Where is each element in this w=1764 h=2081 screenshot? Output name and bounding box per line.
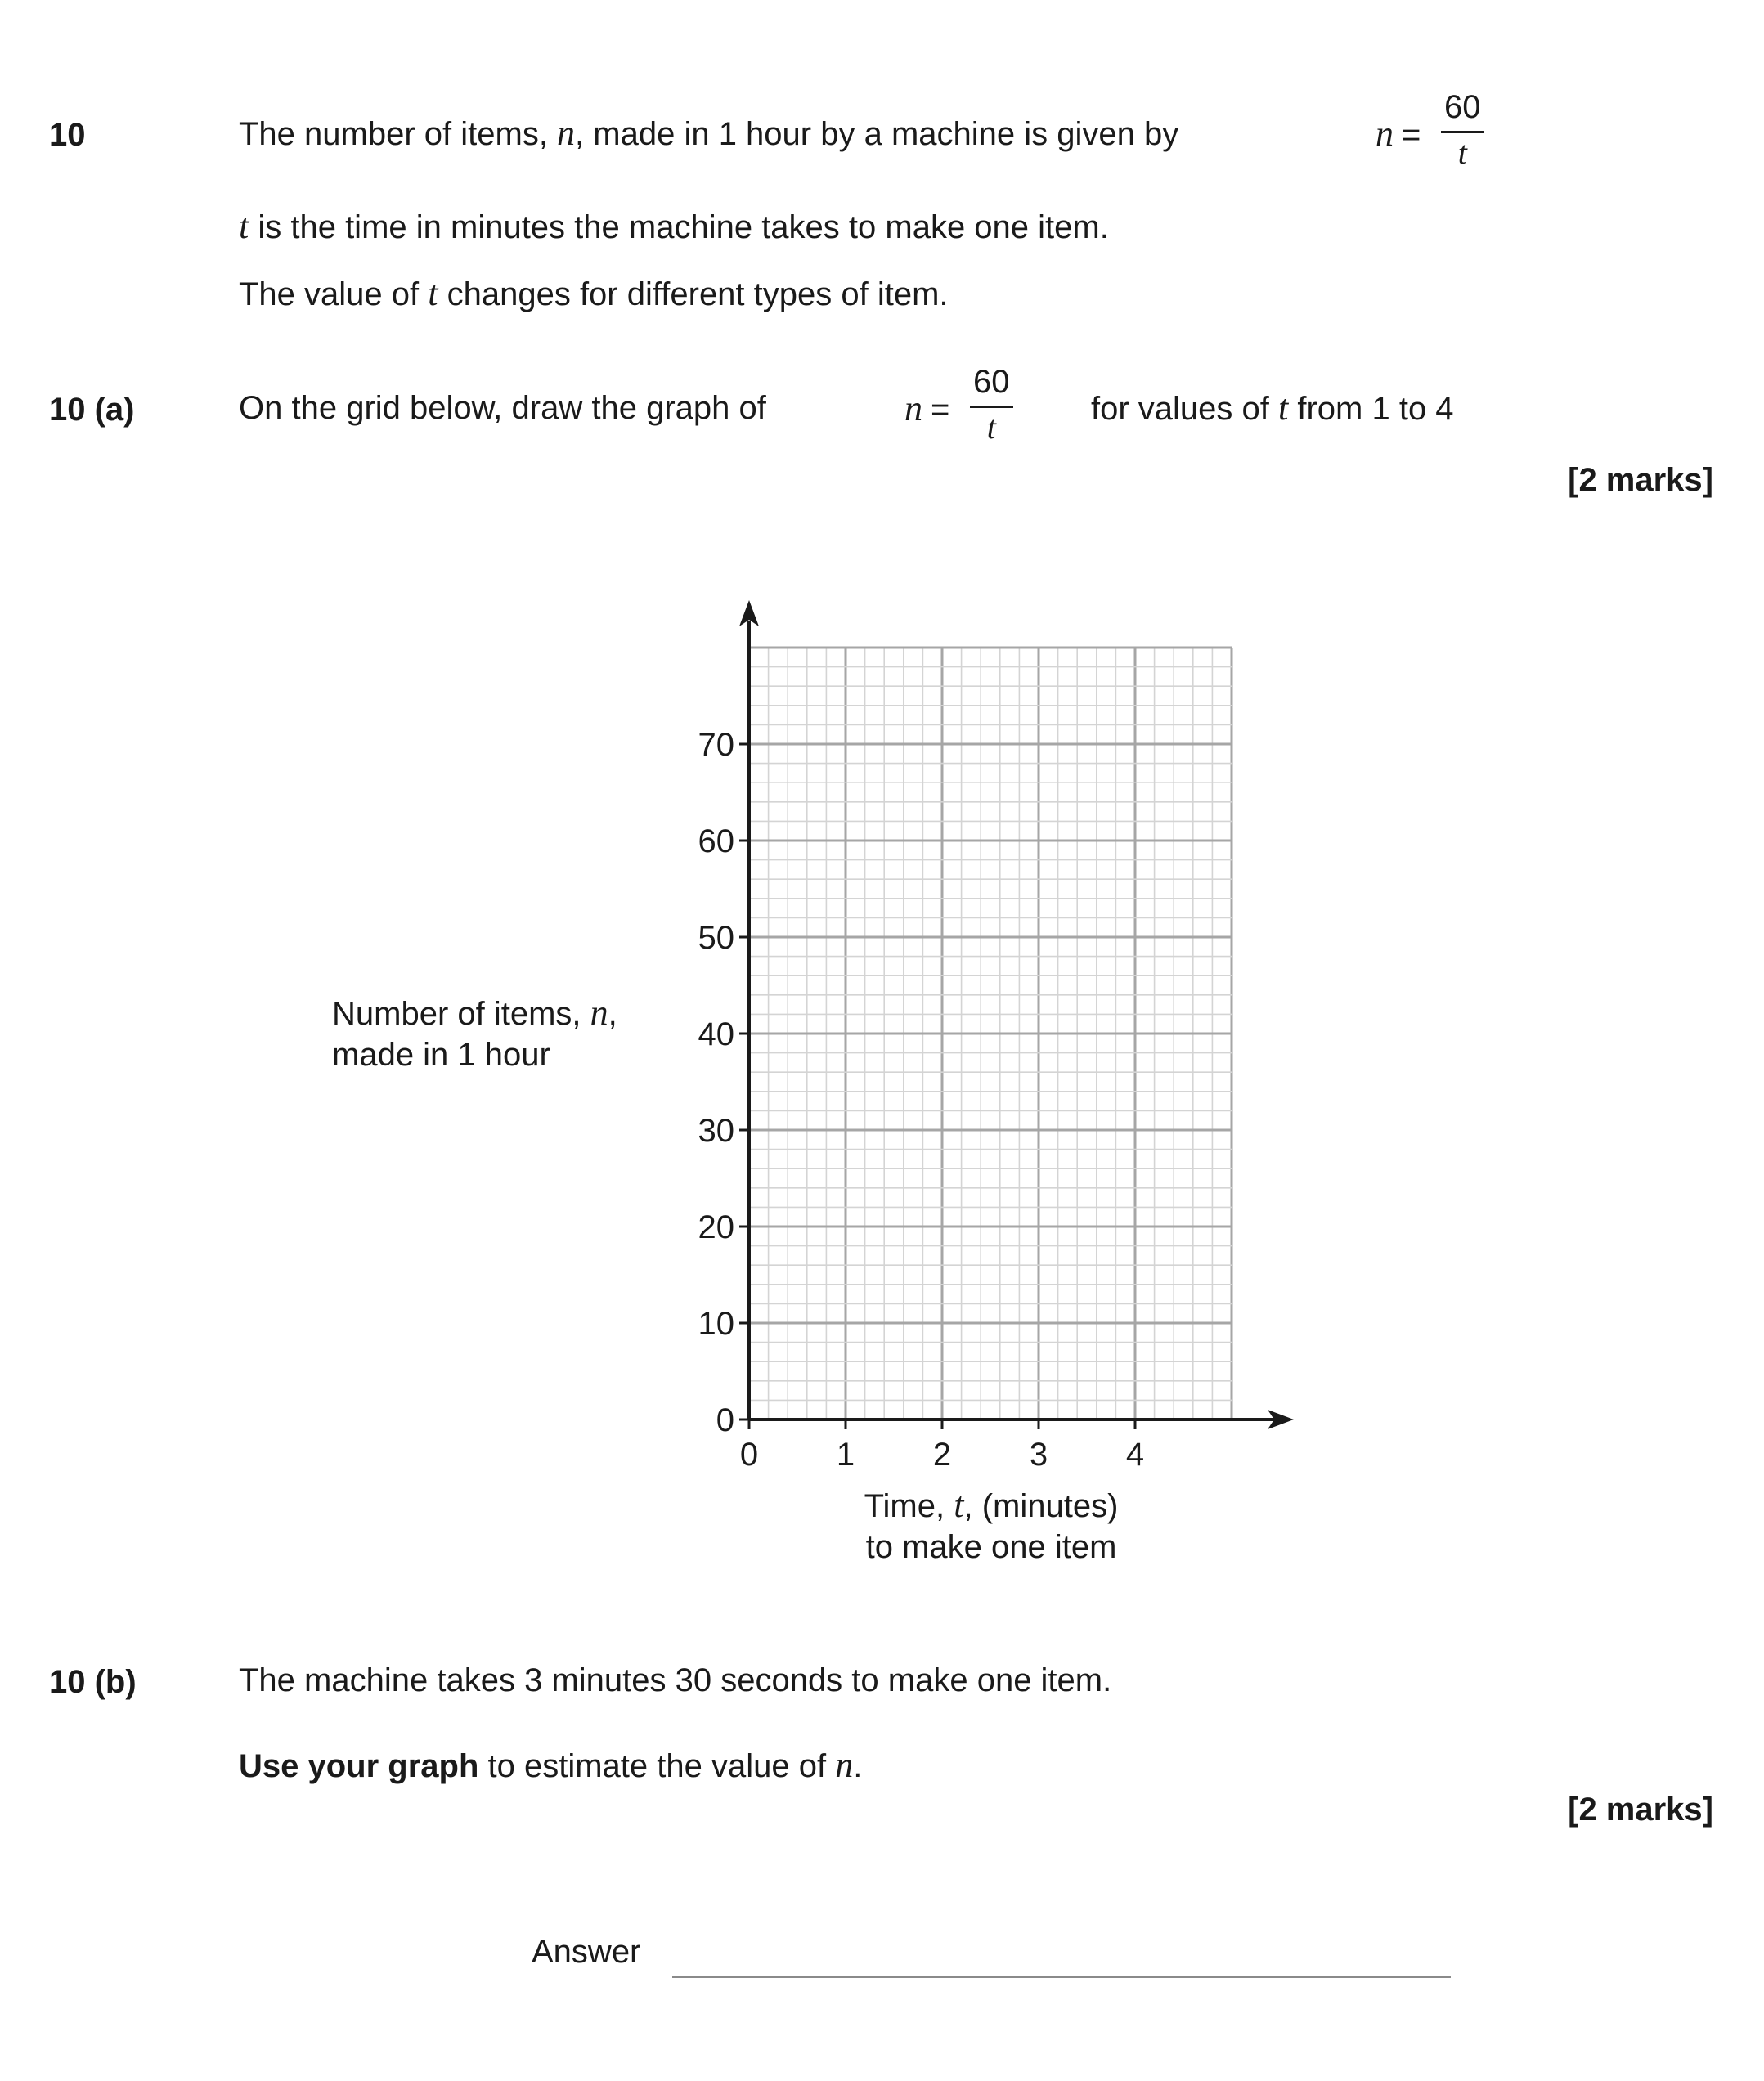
y-axis-label — [332, 993, 617, 1075]
y-label-text-2: , — [608, 996, 617, 1032]
x-tick-label: 3 — [1029, 1437, 1048, 1473]
line3-text-1: The value of — [239, 276, 429, 312]
x-axis-label-line-2: to make one item — [865, 1529, 1117, 1565]
x-label-text-1: Time, — [864, 1488, 954, 1524]
y-tick-label: 70 — [698, 727, 734, 763]
x-tick-label: 2 — [932, 1437, 952, 1473]
line3-text-2: changes for different types of item. — [438, 276, 949, 312]
intro-var-n: n — [557, 113, 576, 153]
part-a-marks: [2 marks] — [1568, 462, 1713, 498]
part-a-instruction: On the grid below, draw the graph of — [239, 390, 766, 426]
part-b-marks: [2 marks] — [1568, 1792, 1713, 1828]
instruction-text-1: to estimate the value of — [478, 1748, 836, 1784]
intro-text-2: , made in 1 hour by a machine is given by — [575, 116, 1179, 152]
x-axis-label — [864, 1485, 1119, 1567]
x-tick-label: 1 — [836, 1437, 855, 1473]
part-a-numerator: 60 — [973, 364, 1010, 400]
y-tick-label: 60 — [698, 823, 734, 859]
line3-var-t: t — [428, 273, 438, 313]
question-number: 10 — [49, 117, 86, 153]
part-a-lhs-var: n — [904, 388, 922, 428]
part-a-denominator: t — [986, 409, 996, 446]
y-label-text-1: Number of items, — [332, 996, 590, 1032]
answer-label: Answer — [532, 1934, 641, 1970]
intro-text-1: The number of items, — [239, 116, 558, 152]
fraction-numerator: 60 — [1444, 89, 1481, 125]
formula-equals: = — [1402, 117, 1421, 153]
answer-line[interactable] — [672, 1976, 1451, 1978]
line2-var-t: t — [239, 206, 249, 246]
y-tick-label: 20 — [698, 1209, 734, 1245]
y-tick-label: 30 — [698, 1113, 734, 1149]
instruction-text-2: . — [853, 1748, 863, 1784]
y-label-var-n: n — [590, 993, 608, 1033]
x-tick-label: 0 — [739, 1437, 759, 1473]
y-tick-label: 0 — [716, 1402, 734, 1438]
y-axis-label-line-2: made in 1 hour — [332, 1037, 550, 1073]
instruction-var-n: n — [835, 1745, 854, 1785]
x-tick-label: 4 — [1125, 1437, 1145, 1473]
part-b-statement: The machine takes 3 minutes 30 seconds to make one item. — [239, 1662, 1112, 1698]
instruction-bold: Use your graph — [239, 1748, 479, 1784]
formula-lhs-var: n — [1376, 114, 1394, 154]
y-tick-label: 40 — [698, 1016, 734, 1052]
part-a-equals: = — [931, 392, 950, 428]
line2-text: is the time in minutes the machine takes to make one item. — [249, 209, 1109, 245]
part-a-label: 10 (a) — [49, 392, 135, 428]
part-b-instruction — [239, 1747, 862, 1785]
fraction-denominator: t — [1457, 134, 1467, 171]
range-var-t: t — [1278, 388, 1289, 428]
x-label-text-2: , (minutes) — [963, 1488, 1119, 1524]
part-b-label: 10 (b) — [49, 1664, 137, 1700]
y-axis-label-line-1 — [332, 993, 617, 1034]
range-text-2: from 1 to 4 — [1288, 391, 1454, 427]
y-tick-label: 50 — [698, 920, 734, 956]
y-tick-label: 10 — [698, 1306, 734, 1342]
x-axis-label-line-1 — [864, 1485, 1119, 1527]
x-label-var-t: t — [954, 1485, 964, 1525]
range-text-1: for values of — [1091, 391, 1279, 427]
